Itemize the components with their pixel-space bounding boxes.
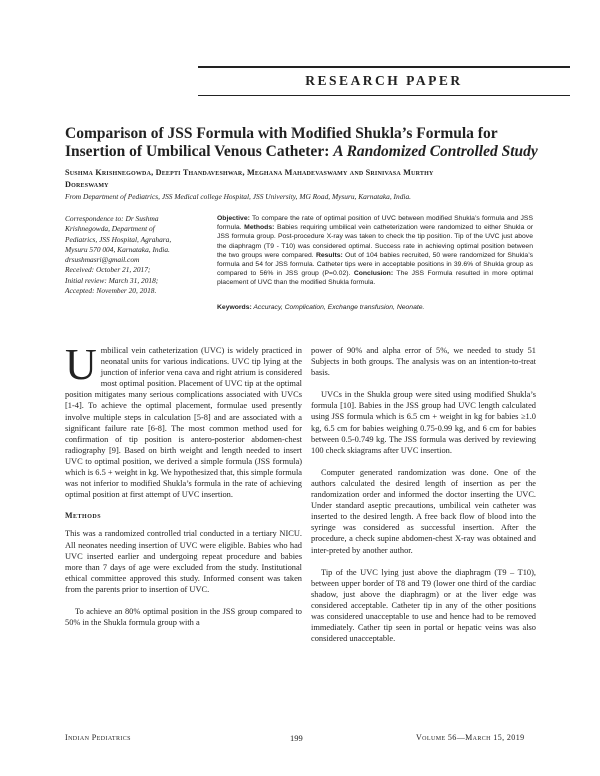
header-rule-bottom: [198, 95, 570, 97]
abstract: [217, 214, 533, 288]
body-column-right: [311, 345, 536, 644]
correspondence-line: Mysuru 570 004, Karnataka, India.: [65, 244, 170, 254]
title-line-2-plain: Insertion of Umbilical Venous Catheter:: [65, 143, 334, 160]
abstract-conclusion-label: Conclusion:: [353, 270, 394, 278]
right-paragraph-4: Tip of the UVC lying just above the diaphragm (T9 – T10), between upper border of T8 and T9 (lower one third of the cardiac shadow, just above the diaphragm) or at the liver edge was considered acceptable. Catheter tip in any of the other positions was considered unacceptable to use and hence had to be removed immediately. Cather tip seen in portal or hepatic veins was also considered unacceptable.: [311, 567, 536, 644]
abstract-objective-label: Objective:: [217, 215, 250, 222]
section-header: [198, 66, 570, 96]
article-title: [65, 125, 545, 161]
keywords: [217, 303, 533, 312]
right-paragraph-3: Computer generated randomization was done. One of the authors calculated the desired length of insertion as per the randomization order and informed the doctor inserting the UVC. Under standard aseptic precautions, umbilical vein catheter was inserted to the desired length. A free back flow of blood into the syringe was considered as successful insertion. After the procedure, a check supine abdomen-chest X-ray was obtained and inter-preted by another author.: [311, 467, 536, 555]
intro-paragraph: [65, 340, 302, 500]
initial-review-date: Initial review: March 31, 2018;: [65, 275, 159, 285]
correspondence-email: drsushmasri@gmail.com: [65, 255, 140, 265]
correspondence-block: [65, 214, 205, 296]
right-paragraph-2: UVCs in the Shukla group were sited using modified Shukla’s formula [10]. Babies in the JSS group had UVC length calculated using JSS formula which is 6.5 cm + weight in kg for babies ≥1.0 kg, 6.5 cm for babies weighing 0.75-0.99 kg, and 6 cm for babies between 0.5-0.749 kg. The JSS formula was derived by reviewing 100 check skiagrams after UVC insertion.: [311, 390, 536, 455]
footer-page-number: 199: [290, 733, 303, 743]
received-date: Received: October 21, 2017;: [65, 265, 151, 275]
title-line-2-italic: A Randomized Controlled Study: [333, 143, 538, 160]
correspondence-line: Krishnegowda, Department of: [65, 224, 155, 234]
abstract-results-label: Results:: [315, 251, 343, 259]
affiliation: From Department of Pediatrics, JSS Medical college Hospital, JSS University, MG Road, Mysuru, Karnataka, India.: [65, 192, 412, 201]
intro-text: mbilical vein catheterization (UVC) is widely practiced in neonatal units for various indications. UVC tip lying at the junction of inferior vena cava and right atrium is considered most optimal position. Placement of UVC tip at the optimal position mitigates many serious complications associated with UVCs [1-4]. To achieve the optimal placement, formulae used presently involve multiple steps in calculation [5-8] and are associated with a significant failure rate [6-8]. The most common method used for confirmation of tip position is antero-posterior abdomen-chest radiography [9]. Based on birth weight and length needed to insert UVC to optimal position, we derived a simple formula (JSS formula) which is 6.5 + weight in kg. We hypothesized that, this simple formula was not inferior to modified Shukla’s formula in the rate of achieving optimal position at first attempt of UVC insertion.: [65, 346, 302, 500]
body-column-left: [65, 340, 302, 628]
methods-paragraph-1: This was a randomized controlled trial conducted in a tertiary NICU. All neonates needing insertion of UVC were eligible. Babies who had UVC inserted earlier and undergoing repeat procedure and babies more than 7 days of age were excluded from the study. Institutional ethical committee approved this study. Informed consent was taken from the parents prior to insertion of UVC.: [65, 529, 302, 594]
title-line-2: [65, 143, 545, 161]
abstract-methods: Babies requiring umbilical vein catheterization were randomized to either Shukla or JSS formula group. Post-procedure X-ray was taken to check the tip position. Tip of the UVC just above the diaphragm (T9 - T10) was considered optimal. Success rate in achieving optimal position between the two groups were compared.: [217, 224, 533, 259]
methods-heading: Methods: [65, 511, 102, 521]
abstract-objective: To compare the rate of optimal position of UVC between modified Shukla’s formula and JSS formula.: [217, 215, 533, 232]
authors-line-1: Sushma Krishnegowda, Deepti Thandaveshwar, Meghana Mahadevaswamy and Srinivasa Murthy: [65, 168, 434, 177]
right-paragraph-1: power of 90% and alpha error of 5%, we needed to study 51 Subjects in both groups. The analysis was on an intention-to-treat basis.: [311, 346, 536, 378]
methods-paragraph-2: To achieve an 80% optimal position in the JSS group compared to 50% in the Shukla formula group with a: [65, 606, 302, 628]
drop-cap: U: [65, 340, 97, 389]
footer-journal-name: Indian Pediatrics: [65, 733, 131, 742]
keywords-label: Keywords:: [217, 304, 252, 311]
accepted-date: Accepted: November 20, 2018.: [65, 286, 157, 296]
header-rule-top: [198, 66, 570, 68]
section-header-label: RESEARCH PAPER: [305, 73, 463, 88]
authors-line-2: Doreswamy: [65, 180, 109, 189]
footer-volume-date: Volume 56—March 15, 2019: [416, 733, 525, 742]
title-line-1: Comparison of JSS Formula with Modified Shukla’s Formula for: [65, 125, 498, 142]
correspondence-line: Pediatrics, JSS Hospital, Agrahara,: [65, 234, 172, 244]
keywords-values: Accuracy, Complication, Exchange transfusion, Neonate.: [251, 304, 425, 311]
abstract-conclusion: The JSS Formula resulted in more optimal placement of UVC than the modified Shukla formula.: [217, 270, 533, 287]
correspondence-line: Correspondence to: Dr Sushma: [65, 214, 159, 223]
abstract-results: Out of 104 babies recruited, 50 were randomized for Shukla’s formula and 54 for JSS formula. Catheter tips were in acceptable positions in 39.6% of Shukla group as compared to 56% in JSS group (P=0.02).: [217, 251, 533, 278]
abstract-methods-label: Methods:: [244, 224, 275, 232]
author-list: [65, 167, 545, 191]
